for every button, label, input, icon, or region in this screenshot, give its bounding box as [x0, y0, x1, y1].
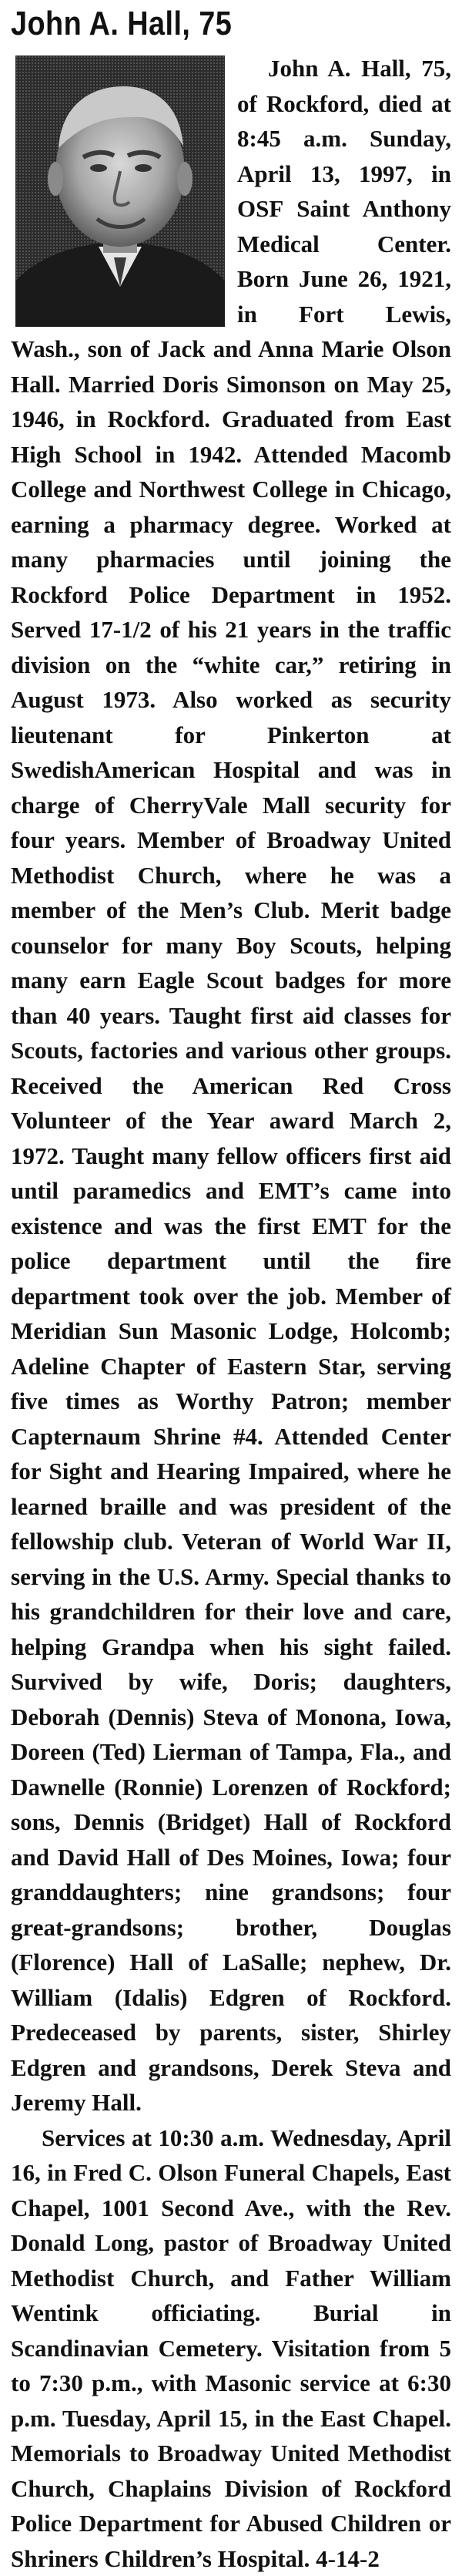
obituary-paragraph-services: Services at 10:30 a.m. Wednesday, April 16, in Fred C. Olson Funeral Chapels, East Chapel, 1001 Second Ave., with the Rev. Donald Long, pastor of Broadway United Methodist Church, and Father William Wentink officiating. Burial in Scandinavian Cemetery. Visitation from 5 to 7:30 p.m., with Masonic service at 6:30 p.m. Tuesday, April 15, in the East Chapel. Memorials to Broadway United Methodist Church, Chaplains Division of Rockford Police Department for Abused Children or Shriners Children’s Hospital. 4-14-2 — [11, 2120, 451, 2576]
obituary-body — [11, 51, 451, 2576]
portrait-illustration — [15, 55, 225, 327]
obituary-headline: John A. Hall, 75 — [11, 5, 390, 43]
portrait-photo — [15, 55, 225, 327]
obituary-paragraph-main: John A. Hall, 75, of Rockford, died at 8:45 a.m. Sunday, April 13, 1997, in OSF Saint Anthony Medical Center. Born June 26, 1921, in Fort Lewis, Wash., son of Jack and Anna Marie Olson Hall. Married Doris Simonson on May 25, 1946, in Rockford. Graduated from East High School in 1942. Attended Macomb College and Northwest College in Chicago, earning a pharmacy degree. Worked at many pharmacies until joining the Rockford Police Department in 1952. Served 17-1/2 of his 21 years in the traffic division on the “white car,” retiring in August 1973. Also worked as security lieutenant for Pinkerton at SwedishAmerican Hospital and was in charge of CherryVale Mall security for four years. Member of Broadway United Methodist Church, where he was a member of the Men’s Club. Merit badge counselor for many Boy Scouts, helping many earn Eagle Scout badges for more than 40 years. Taught first aid classes for Scouts, factories and various other groups. Received the American Red Cross Volunteer of the Year award March 2, 1972. Taught many fellow officers first aid until paramedics and EMT’s came into existence and was the first EMT for the police department until the fire department took over the job. Member of Meridian Sun Masonic Lodge, Holcomb; Adeline Chapter of Eastern Star, serving five times as Worthy Patron; member Capternaum Shrine #4. Attended Center for Sight and Hearing Impaired, where he learned braille and was president of the fellowship club. Veteran of World War II, serving in the U.S. Army. Special thanks to his grandchildren for their love and care, helping Grandpa when his sight failed. Survived by wife, Doris; daughters, Deborah (Dennis) Steva of Monona, Iowa, Doreen (Ted) Lierman of Tampa, Fla., and Dawnelle (Ronnie) Lorenzen of Rockford; sons, Dennis (Bridget) Hall of Rockford and David Hall of Des Moines, Iowa; four granddaughters; nine grandsons; four great-grandsons; brother, Douglas (Florence) Hall of LaSalle; nephew, Dr. William (Idalis) Edgren of Rockford. Predeceased by parents, sister, Shirley Edgren and grandsons, Derek Steva and Jeremy Hall. — [11, 51, 451, 2120]
